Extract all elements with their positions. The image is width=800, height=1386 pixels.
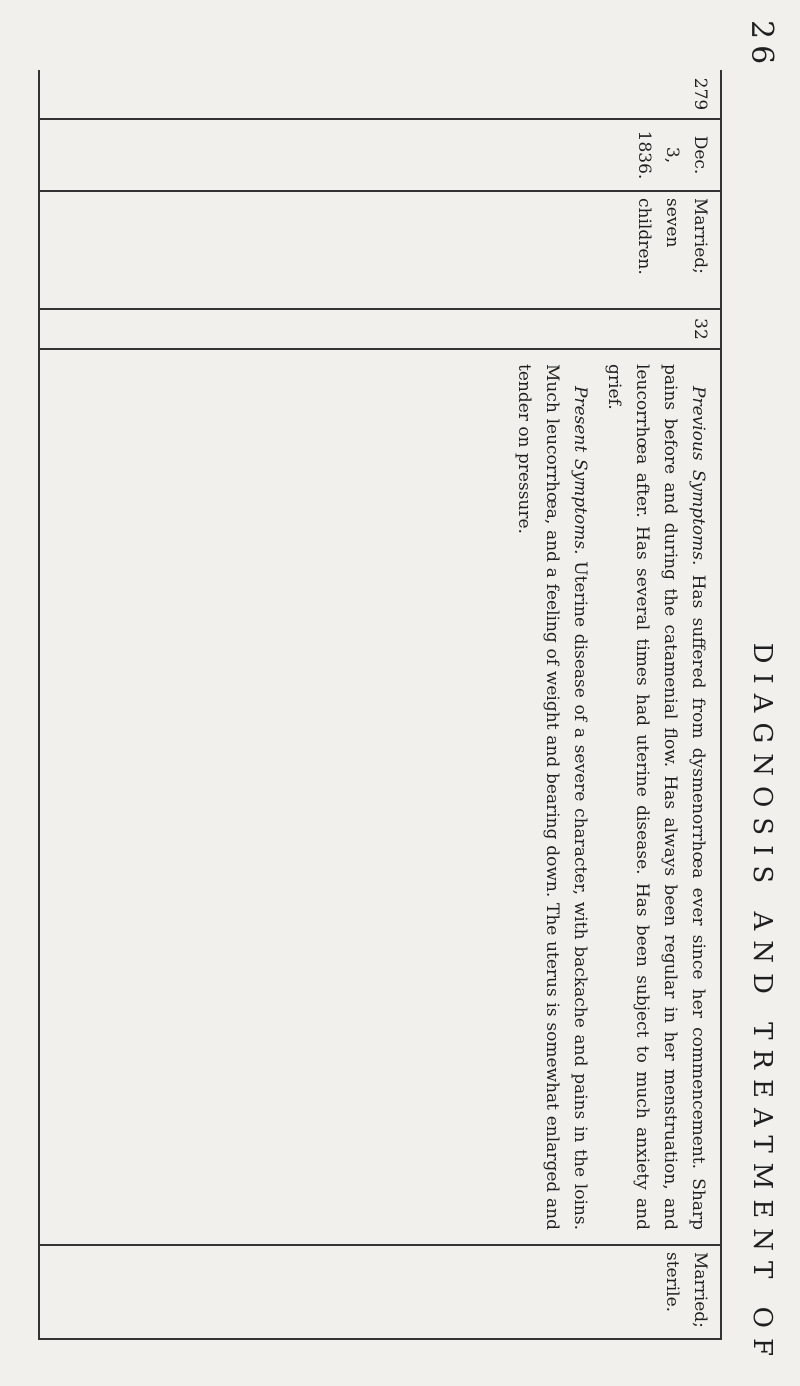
case-number: 279 xyxy=(690,77,710,111)
present-symptoms-text: Uterine disease of a severe character, with backache and pains in the loins. Much leucorrhœa, and a feeling of weight and bearing down. The uterus is somewhat enlarged and tender on pressure. xyxy=(514,364,590,1230)
previous-symptoms-paragraph xyxy=(600,364,712,1230)
age-column xyxy=(40,308,720,348)
civil-condition: Married; seven children. xyxy=(634,198,710,275)
history-column xyxy=(40,348,720,1244)
case-table xyxy=(38,70,722,1340)
running-head xyxy=(742,20,782,1366)
previous-symptoms-label: Previous Symptoms. xyxy=(688,386,708,566)
running-title: DIAGNOSIS AND TREATMENT OF xyxy=(747,642,777,1366)
date-column xyxy=(40,118,720,190)
previous-symptoms-text: Has suffered from dysmenorrhœa ever since her commencement. Sharp pains before and during the catamenial flow. Has always been regular in her menstruation, and leucorrhœa after. Has several times had uterine disease. Has been subject to much anxiety and grief. xyxy=(604,364,708,1230)
result-column xyxy=(40,1244,720,1340)
present-symptoms-paragraph xyxy=(510,364,594,1230)
case-age: 32 xyxy=(690,318,710,340)
no-column xyxy=(40,70,720,118)
case-result: Married; sterile. xyxy=(662,1252,710,1328)
present-symptoms-label: Present Symptoms. xyxy=(570,386,590,555)
case-date: Dec. 3, 1836. xyxy=(634,130,710,180)
page-number: 26 xyxy=(744,20,780,71)
condition-column xyxy=(40,190,720,308)
